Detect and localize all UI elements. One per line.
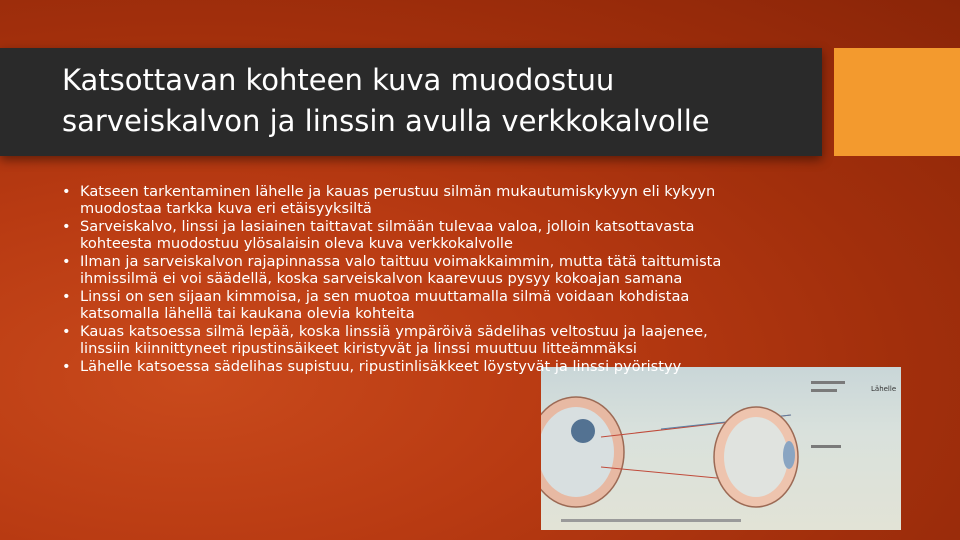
bullet-2-line-1: • Sarveiskalvo, linssi ja lasiainen taittavat silmään tulevaa valoa, jolloin katsottavasta [80,218,695,235]
bullet-list [62,183,902,376]
bullet-5-line-2: linssiin kiinnittyneet ripustinsäikeet kiristyvät ja linssi muuttuu litteämmäksi [80,340,637,357]
bullet-1-line-2: muodostaa tarkka kuva eri etäisyyksiltä [80,200,372,217]
slide-title-line-2: sarveiskalvon ja linssin avulla verkkokalvolle [62,104,710,138]
figure-label: Lähelle [871,385,897,393]
bullet-4-line-2: katsomalla lähellä tai kaukana olevia kohteita [80,305,415,322]
slide-title [62,60,812,142]
bullet-1-line-1: • Katseen tarkentaminen lähelle ja kauas perustuu silmän mukautumiskykyyn eli kykyyn [80,183,716,200]
bullet-item [62,253,902,287]
bullet-item [62,358,902,375]
eye-accommodation-figure [541,367,901,530]
bullet-3-line-2: ihmissilmä ei voi säädellä, koska sarveiskalvon kaarevuus pysyy kokoajan samana [80,270,683,287]
bullet-5-line-1: • Kauas katsoessa silmä lepää, koska linssiä ympäröivä sädelihas veltostuu ja laajenee, [80,323,708,340]
accent-box [834,48,960,156]
eye-diagram-image [541,367,901,530]
bullet-4-line-1: • Linssi on sen sijaan kimmoisa, ja sen muotoa muuttamalla silmä voidaan kohdistaa [80,288,690,305]
bullet-2-line-2: kohteesta muodostuu ylösalaisin oleva kuva verkkokalvolle [80,235,513,252]
bullet-item [62,183,902,217]
bullet-item [62,288,902,322]
slide-title-line-1: Katsottavan kohteen kuva muodostuu [62,63,615,97]
bullet-3-line-1: • Ilman ja sarveiskalvon rajapinnassa valo taittuu voimakkaimmin, mutta tätä taittumista [80,253,722,270]
bullet-6-line-1: • Lähelle katsoessa sädelihas supistuu, ripustinlisäkkeet löystyvät ja linssi pyöristyy [80,358,682,375]
bullet-item [62,218,902,252]
bullet-item [62,323,902,357]
